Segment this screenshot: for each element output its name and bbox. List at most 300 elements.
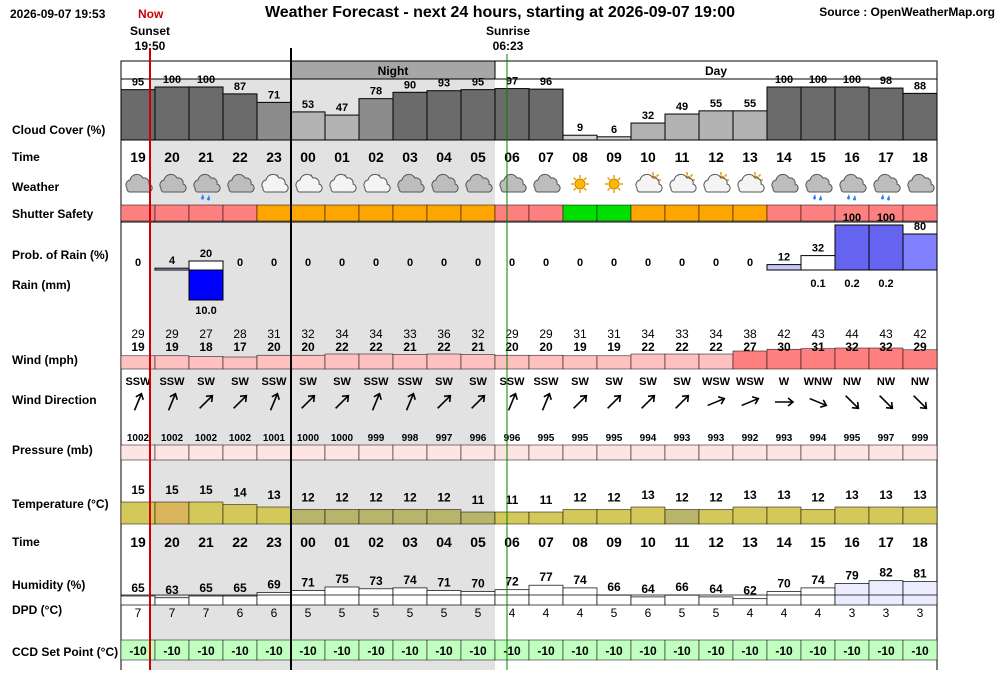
- pressure-value: 994: [809, 433, 827, 444]
- dpd-value: 5: [712, 606, 720, 620]
- dpd-value: 7: [134, 606, 142, 620]
- rain-prob-value: 32: [811, 242, 825, 255]
- humidity-bar: [495, 590, 529, 605]
- cloud-bar: [291, 112, 325, 140]
- cloud-bar: [257, 102, 291, 140]
- humidity-value: 77: [539, 570, 553, 585]
- dpd-value: 3: [848, 606, 856, 620]
- time-label-2: 05: [470, 534, 486, 550]
- humidity-value: 74: [403, 572, 417, 587]
- sun-ray: [574, 178, 576, 180]
- cloud-value: 100: [162, 74, 182, 86]
- cloud-bar: [767, 87, 801, 140]
- time-label: 19: [130, 149, 146, 165]
- pressure-cell: [495, 445, 529, 460]
- wind-arrow-icon: [706, 395, 726, 409]
- rain-prob-value: 0: [338, 257, 346, 269]
- rain-prob-bar: [155, 268, 189, 270]
- time-label-2: 14: [776, 534, 792, 550]
- rain-drop: [881, 194, 884, 200]
- humidity-bar: [427, 591, 461, 605]
- wind-arrow-icon: [539, 392, 553, 412]
- wind-speed-value: 19: [165, 340, 179, 354]
- rain-prob-value: 0: [304, 257, 312, 269]
- wind-direction-label: WSW: [701, 376, 731, 388]
- rain-prob-value: 100: [876, 212, 896, 224]
- time-label-2: 17: [878, 534, 894, 550]
- sun-icon: [571, 175, 589, 193]
- sun-ray: [608, 178, 610, 180]
- cloud-bar: [631, 123, 665, 140]
- label-prob-rain: Prob. of Rain (%): [12, 248, 109, 262]
- wind-speed-value: 31: [811, 340, 825, 354]
- ccd-value: -10: [333, 644, 351, 658]
- pressure-cell: [631, 445, 665, 460]
- temperature-value: 13: [845, 488, 859, 502]
- wind-speed-value: 22: [369, 340, 383, 354]
- time-label: 04: [436, 149, 452, 165]
- wind-bar: [665, 354, 699, 369]
- wind-gust-value: 34: [709, 327, 723, 341]
- pressure-value: 997: [877, 433, 895, 444]
- pressure-cell: [359, 445, 393, 460]
- time-label-2: 12: [708, 534, 724, 550]
- cloud-bar: [801, 87, 835, 140]
- ccd-value: -10: [809, 644, 827, 658]
- wind-gust-value: 29: [131, 327, 145, 341]
- pressure-cell: [699, 445, 733, 460]
- ccd-value: -10: [163, 644, 181, 658]
- shutter-cell: [461, 205, 495, 221]
- dpd-value: 5: [440, 606, 448, 620]
- time-label-2: 04: [436, 534, 452, 550]
- wind-bar: [325, 354, 359, 369]
- wind-bar: [529, 355, 563, 369]
- rain-prob-value: 0: [576, 257, 584, 269]
- dpd-value: 7: [202, 606, 210, 620]
- rain-amount-value: 10.0: [195, 305, 217, 317]
- cloud-shape: [772, 174, 798, 192]
- temperature-value: 13: [913, 488, 927, 502]
- arrow-shaft: [676, 396, 689, 409]
- cloud-value: 87: [233, 80, 247, 93]
- rain-prob-value: 0: [236, 257, 244, 269]
- label-time: Time: [12, 150, 40, 164]
- sunrise-label: Sunrise: [485, 24, 530, 38]
- time-label-2: 18: [912, 534, 928, 550]
- temperature-bar: [223, 505, 257, 525]
- temperature-bar: [903, 507, 937, 524]
- temperature-value: 11: [539, 493, 553, 507]
- time-label-2: 15: [810, 534, 826, 550]
- wind-gust-value: 36: [437, 327, 451, 341]
- rain-prob-bar: [801, 256, 835, 270]
- time-label: 01: [334, 149, 350, 165]
- time-label-2: 09: [606, 534, 622, 550]
- pressure-value: 999: [367, 433, 385, 444]
- time-label-2: 01: [334, 534, 350, 550]
- cloud-icon: [126, 174, 152, 192]
- humidity-bar: [359, 589, 393, 605]
- pressure-value: 1002: [126, 433, 150, 444]
- temperature-value: 12: [811, 490, 825, 505]
- wind-direction-label: SW: [639, 376, 657, 388]
- wind-gust-value: 27: [199, 327, 213, 341]
- sun-ray: [574, 188, 576, 190]
- rain-prob-value: 0: [542, 257, 550, 269]
- ccd-value: -10: [775, 644, 793, 658]
- shutter-cell: [801, 205, 835, 221]
- humidity-bar: [461, 592, 495, 606]
- label-rain: Rain (mm): [12, 278, 71, 292]
- wind-arrow-icon: [131, 392, 145, 412]
- cloud-bar: [189, 87, 223, 140]
- wind-speed-value: 19: [607, 340, 621, 354]
- time-label-2: 07: [538, 534, 554, 550]
- pressure-cell: [393, 445, 427, 460]
- pressure-cell: [325, 445, 359, 460]
- cloud-bar: [495, 89, 529, 140]
- wind-arrow-icon: [605, 393, 623, 411]
- temperature-bar: [869, 507, 903, 524]
- cloud-shape: [534, 174, 560, 192]
- pressure-cell: [461, 445, 495, 460]
- pressure-cell: [801, 445, 835, 460]
- wind-direction-label: SW: [571, 376, 589, 388]
- rain-drop: [847, 194, 850, 200]
- wind-arrow-icon: [808, 395, 828, 409]
- time-label: 06: [504, 149, 520, 165]
- dpd-value: 4: [746, 606, 754, 620]
- wind-direction-label: SW: [435, 376, 453, 388]
- temperature-value: 14: [233, 485, 247, 500]
- wind-bar: [393, 355, 427, 369]
- wind-gust-value: 31: [607, 327, 621, 341]
- wind-arrow-icon: [843, 393, 861, 411]
- humidity-bar: [223, 596, 257, 605]
- pressure-cell: [427, 445, 461, 460]
- wind-gust-value: 44: [845, 327, 859, 341]
- time-label-2: 20: [164, 534, 180, 550]
- ccd-value: -10: [639, 644, 657, 658]
- pressure-value: 1001: [262, 433, 286, 444]
- ccd-value: -10: [605, 644, 623, 658]
- pressure-cell: [733, 445, 767, 460]
- wind-direction-label: SSW: [159, 376, 185, 388]
- wind-gust-value: 34: [335, 327, 349, 341]
- sun-ray: [608, 188, 610, 190]
- rain-amount-value: 0.1: [810, 278, 826, 290]
- wind-gust-value: 29: [539, 327, 553, 341]
- shutter-cell: [767, 205, 801, 221]
- humidity-value: 66: [675, 580, 689, 595]
- temperature-bar: [189, 502, 223, 524]
- rain-prob-bar: [189, 261, 223, 270]
- rain-prob-value: 0: [678, 257, 686, 269]
- cloud-bar: [903, 93, 937, 140]
- rain-prob-value: 20: [199, 248, 213, 260]
- cloud-bar: [359, 99, 393, 140]
- sunrise-time: 06:23: [492, 39, 524, 53]
- time-label-2: 02: [368, 534, 384, 550]
- ccd-value: -10: [707, 644, 725, 658]
- dpd-value: 5: [406, 606, 414, 620]
- temperature-value: 12: [335, 490, 349, 505]
- humidity-value: 66: [607, 580, 621, 595]
- wind-bar: [257, 355, 291, 369]
- cloud-bar: [155, 87, 189, 140]
- time-label: 21: [198, 149, 214, 165]
- shutter-cell: [427, 205, 461, 221]
- temperature-value: 13: [777, 488, 791, 502]
- time-label: 22: [232, 149, 248, 165]
- label-wind-direction: Wind Direction: [12, 393, 97, 407]
- pressure-cell: [869, 445, 903, 460]
- cloud-rain-icon: [874, 174, 900, 200]
- sunset-label: Sunset: [129, 24, 170, 38]
- pressure-cell: [563, 445, 597, 460]
- pressure-value: 1002: [228, 433, 252, 444]
- time-label: 18: [912, 149, 928, 165]
- pressure-value: 993: [707, 433, 725, 444]
- wind-speed-value: 22: [641, 340, 655, 354]
- label-temperature: Temperature (°C): [12, 497, 109, 511]
- temperature-bar: [155, 502, 189, 524]
- shutter-cell: [733, 205, 767, 221]
- wind-direction-label: NW: [910, 376, 930, 388]
- header-datetime: 2026-09-07 19:53: [10, 7, 106, 21]
- temperature-bar: [835, 507, 869, 524]
- label-wind: Wind (mph): [12, 353, 78, 367]
- cloud-shape: [126, 174, 152, 192]
- dpd-value: 6: [644, 606, 652, 620]
- wind-gust-value: 28: [233, 327, 247, 341]
- humidity-bar: [733, 599, 767, 605]
- wind-speed-value: 32: [845, 340, 859, 354]
- time-label: 05: [470, 149, 486, 165]
- pressure-value: 1002: [194, 433, 218, 444]
- sun-ray: [618, 188, 620, 190]
- cloud-bar: [597, 137, 631, 140]
- wind-speed-value: 22: [709, 340, 723, 354]
- cloud-shape: [704, 174, 730, 192]
- time-label-2: 22: [232, 534, 248, 550]
- now-label: Now: [138, 7, 164, 21]
- wind-arrow-icon: [775, 398, 793, 406]
- humidity-value: 82: [879, 565, 893, 580]
- cloud-value: 95: [471, 76, 485, 89]
- ccd-value: -10: [197, 644, 215, 658]
- time-label: 09: [606, 149, 622, 165]
- shutter-cell: [699, 205, 733, 221]
- humidity-value: 72: [505, 574, 519, 589]
- rain-prob-value: 0: [746, 257, 754, 269]
- cloud-value: 100: [196, 74, 216, 86]
- rain-drop: [813, 194, 816, 200]
- wind-direction-label: WNW: [803, 376, 833, 388]
- wind-speed-value: 22: [675, 340, 689, 354]
- temperature-bar: [427, 510, 461, 525]
- cloud-value: 88: [913, 80, 927, 93]
- wind-direction-label: SSW: [363, 376, 389, 388]
- rain-prob-value: 0: [406, 257, 414, 269]
- temperature-bar: [665, 510, 699, 525]
- wind-speed-value: 17: [233, 340, 247, 354]
- wind-bar: [699, 354, 733, 369]
- temperature-value: 15: [199, 483, 213, 497]
- wind-direction-label: SSW: [125, 376, 151, 388]
- source-credit: Source : OpenWeatherMap.org: [819, 5, 995, 19]
- cloud-value: 93: [437, 77, 451, 90]
- wind-speed-value: 18: [199, 340, 213, 354]
- wind-speed-value: 20: [301, 340, 315, 354]
- pressure-cell: [529, 445, 563, 460]
- rain-amount-value: 0.2: [878, 278, 894, 290]
- shutter-cell: [665, 205, 699, 221]
- humidity-bar: [665, 595, 699, 605]
- wind-gust-value: 34: [641, 327, 655, 341]
- temperature-value: 12: [675, 490, 689, 505]
- humidity-value: 79: [845, 568, 859, 583]
- time-label-2: 03: [402, 534, 418, 550]
- time-label: 07: [538, 149, 554, 165]
- pressure-cell: [223, 445, 257, 460]
- pressure-value: 996: [503, 433, 521, 444]
- wind-bar: [495, 355, 529, 369]
- time-label-2: 11: [674, 534, 690, 550]
- humidity-bar: [393, 588, 427, 605]
- time-label: 15: [810, 149, 826, 165]
- wind-direction-label: SW: [231, 376, 249, 388]
- wind-direction-label: W: [778, 376, 790, 388]
- pressure-value: 997: [435, 433, 453, 444]
- humidity-value: 70: [471, 576, 485, 591]
- sun-ray: [725, 174, 727, 176]
- sun-ray: [618, 178, 620, 180]
- wind-speed-value: 30: [777, 340, 791, 354]
- pressure-value: 992: [741, 433, 759, 444]
- ccd-value: -10: [537, 644, 555, 658]
- rain-amount-bar: [189, 270, 223, 300]
- time-label-2: 08: [572, 534, 588, 550]
- shutter-cell: [597, 205, 631, 221]
- shutter-cell: [291, 205, 325, 221]
- cloud-value: 32: [641, 110, 655, 123]
- cloud-value: 6: [610, 123, 618, 136]
- rain-prob-value: 80: [913, 221, 927, 233]
- dpd-value: 4: [508, 606, 516, 620]
- cloud-bar: [733, 111, 767, 140]
- dpd-value: 6: [236, 606, 244, 620]
- humidity-bar: [257, 592, 291, 605]
- cloud-shape: [908, 174, 934, 192]
- partly-cloudy-day-icon: [704, 172, 730, 192]
- sun-ray: [584, 178, 586, 180]
- wind-speed-value: 22: [335, 340, 349, 354]
- rain-prob-value: 0: [270, 257, 278, 269]
- pressure-cell: [291, 445, 325, 460]
- wind-direction-label: SW: [469, 376, 487, 388]
- wind-arrow-icon: [740, 395, 760, 409]
- humidity-bar: [631, 597, 665, 605]
- pressure-cell: [903, 445, 937, 460]
- humidity-value: 65: [131, 581, 145, 595]
- wind-bar: [189, 356, 223, 369]
- wind-gust-value: 31: [267, 327, 281, 341]
- ccd-value: -10: [843, 644, 861, 658]
- humidity-bar: [189, 596, 223, 605]
- wind-direction-label: NW: [842, 376, 862, 388]
- cloud-shape: [738, 174, 764, 192]
- shutter-cell: [631, 205, 665, 221]
- humidity-value: 75: [335, 572, 349, 586]
- wind-gust-value: 42: [777, 327, 791, 341]
- wind-speed-value: 20: [267, 340, 281, 354]
- humidity-value: 71: [437, 575, 451, 590]
- pressure-value: 994: [639, 433, 657, 444]
- pressure-cell: [155, 445, 189, 460]
- humidity-value: 62: [743, 583, 757, 598]
- temperature-value: 13: [879, 488, 893, 502]
- wind-gust-value: 43: [879, 327, 893, 341]
- cloud-shape: [636, 174, 662, 192]
- sunset-time: 19:50: [134, 39, 166, 53]
- temperature-bar: [529, 512, 563, 524]
- wind-gust-value: 34: [369, 327, 383, 341]
- sun-ray: [584, 188, 586, 190]
- arrow-shaft: [914, 396, 927, 409]
- cloud-value: 100: [842, 74, 862, 86]
- wind-gust-value: 31: [573, 327, 587, 341]
- wind-speed-value: 20: [539, 340, 553, 354]
- label-humidity: Humidity (%): [12, 578, 86, 592]
- wind-direction-label: WSW: [735, 376, 765, 388]
- sun-disc: [575, 179, 585, 189]
- pressure-value: 999: [911, 433, 929, 444]
- humidity-bar: [597, 595, 631, 605]
- humidity-bar: [155, 598, 189, 605]
- shutter-cell: [529, 205, 563, 221]
- humidity-value: 65: [199, 581, 213, 595]
- wind-arrow-icon: [639, 393, 657, 411]
- wind-arrow-icon: [877, 393, 895, 411]
- wind-gust-value: 32: [471, 327, 485, 341]
- dpd-value: 6: [270, 606, 278, 620]
- humidity-bar: [699, 597, 733, 605]
- temperature-value: 13: [267, 488, 281, 502]
- cloud-bar: [393, 92, 427, 140]
- temperature-bar: [325, 510, 359, 525]
- wind-direction-label: SW: [605, 376, 623, 388]
- cloud-icon: [908, 174, 934, 192]
- wind-bar: [597, 356, 631, 369]
- dpd-value: 5: [678, 606, 686, 620]
- time-label: 13: [742, 149, 758, 165]
- ccd-value: -10: [673, 644, 691, 658]
- pressure-cell: [189, 445, 223, 460]
- temperature-bar: [359, 510, 393, 525]
- ccd-value: -10: [469, 644, 487, 658]
- cloud-value: 55: [743, 97, 757, 110]
- dpd-value: 4: [780, 606, 788, 620]
- humidity-value: 64: [709, 581, 723, 596]
- rain-amount-value: 0.2: [844, 278, 860, 290]
- pressure-value: 993: [775, 433, 793, 444]
- temperature-value: 12: [437, 490, 451, 505]
- cloud-bar: [529, 89, 563, 140]
- shutter-cell: [257, 205, 291, 221]
- dpd-value: 4: [542, 606, 550, 620]
